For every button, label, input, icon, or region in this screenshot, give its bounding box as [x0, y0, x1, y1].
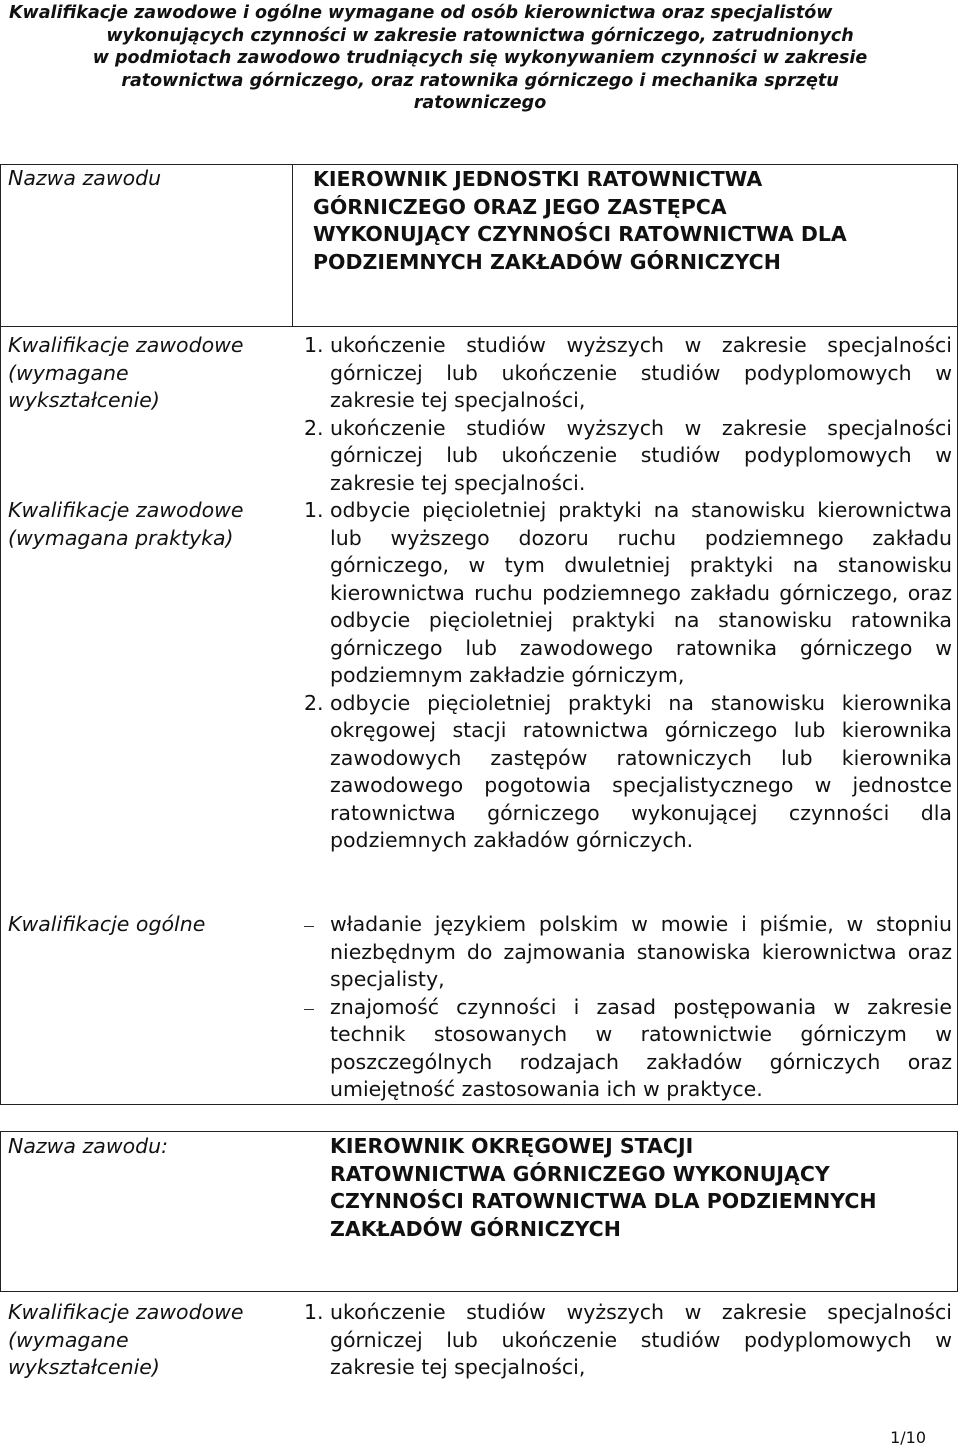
table-right-border	[957, 164, 958, 1104]
heading-line: wykonujących czynności w zakresie ratownictwa górniczego, zatrudnionych	[106, 25, 854, 46]
table-row-divider	[0, 1291, 958, 1292]
item-text: ukończenie studiów wyższych w zakresie specjalności górniczej lub ukończenie studiów podyplomowych w zakresie tej specjalności,	[330, 333, 952, 412]
job-title-line: ZAKŁADÓW GÓRNICZYCH	[330, 1216, 621, 1241]
dash-bullet-icon	[304, 911, 314, 939]
label-line: Kwalifikacje zawodowe	[8, 1300, 244, 1324]
education-list	[304, 332, 952, 497]
practice-label	[8, 497, 244, 552]
table-row-divider	[0, 326, 958, 327]
label-line: wykształcenie)	[8, 388, 160, 412]
table-left-border	[0, 1131, 1, 1291]
job-title-line: KIEROWNIK OKRĘGOWEJ STACJI	[330, 1134, 694, 1158]
dash-bullet-icon	[304, 994, 314, 1022]
page-number: 1/10	[890, 1428, 926, 1447]
label-line: (wymagana praktyka)	[8, 525, 234, 550]
job-title-line: KIEROWNIK JEDNOSTKI RATOWNICTWA	[313, 167, 763, 191]
education-label	[8, 332, 244, 415]
list-item	[304, 911, 952, 994]
job-title-line: WYKONUJĄCY CZYNNOŚCI RATOWNICTWA DLA	[313, 222, 847, 246]
job-title	[313, 166, 847, 276]
item-number: 1.	[304, 333, 324, 357]
item-text: odbycie pięcioletniej praktyki na stanowisku kierownictwa lub wyższego dozoru ruchu podziemnego zakładu górniczego, w tym dwuletniej praktyki na stanowisku kierownictwa ruchu podziemnego zakładu górniczego, oraz odbycie pięcioletniej praktyki na stanowisku ratownika górniczego lub zawodowego ratownika górniczego w podziemnym zakładzie górniczym,	[330, 498, 952, 687]
education-label	[8, 1299, 244, 1382]
item-text: ukończenie studiów wyższych w zakresie specjalności górniczej lub ukończenie studiów podyplomowych w zakresie tej specjalności.	[330, 415, 952, 495]
general-label: Kwalifikacje ogólne	[8, 912, 206, 936]
heading-line: ratowniczego	[413, 93, 547, 113]
document-heading	[0, 2, 960, 115]
label-line: Kwalifikacje zawodowe	[8, 333, 244, 357]
item-number: 2.	[304, 415, 324, 440]
label-line: (wymagane	[8, 360, 129, 385]
item-number: 1.	[304, 1300, 324, 1324]
item-number: 2.	[304, 690, 324, 715]
education-list	[304, 1299, 952, 1382]
job-title-line: RATOWNICTWA GÓRNICZEGO WYKONUJĄCY	[330, 1161, 830, 1186]
table-left-border	[0, 164, 1, 1104]
table-top-border	[0, 1131, 958, 1132]
list-item	[304, 690, 952, 855]
list-item	[304, 1299, 952, 1382]
list-item	[304, 497, 952, 690]
table-column-divider	[292, 164, 293, 326]
list-item	[304, 332, 952, 415]
job-title-line: CZYNNOŚCI RATOWNICTWA DLA PODZIEMNYCH	[330, 1189, 877, 1213]
table-bottom-border	[0, 1104, 958, 1105]
general-list	[304, 911, 952, 1104]
job-name-label: Nazwa zawodu	[8, 166, 162, 190]
item-number: 1.	[304, 498, 324, 522]
item-text: ukończenie studiów wyższych w zakresie specjalności górniczej lub ukończenie studiów podyplomowych w zakresie tej specjalności,	[330, 1300, 952, 1379]
item-text: znajomość czynności i zasad postępowania w zakresie technik stosowanych w ratownictwie górniczym w poszczególnych rodzajach zakładów górniczych oraz umiejętność zastosowania ich w praktyce.	[330, 994, 952, 1101]
heading-line: ratownictwa górniczego, oraz ratownika górniczego i mechanika sprzętu	[121, 70, 839, 91]
job-title-line: PODZIEMNYCH ZAKŁADÓW GÓRNICZYCH	[313, 249, 781, 274]
label-line: Kwalifikacje zawodowe	[8, 498, 244, 522]
list-item	[304, 994, 952, 1104]
item-text: władanie językiem polskim w mowie i piśmie, w stopniu niezbędnym do zajmowania stanowiska kierownictwa oraz specjalisty,	[330, 912, 952, 991]
job-name-label: Nazwa zawodu:	[8, 1134, 169, 1158]
job-title	[330, 1133, 877, 1243]
label-line: wykształcenie)	[8, 1355, 160, 1379]
job-title-line: GÓRNICZEGO ORAZ JEGO ZASTĘPCA	[313, 194, 727, 219]
heading-line: Kwalifikacje zawodowe i ogólne wymagane od osób kierownictwa oraz specjalistów	[9, 3, 833, 23]
list-item	[304, 415, 952, 498]
label-line: (wymagane	[8, 1327, 129, 1352]
item-text: odbycie pięcioletniej praktyki na stanowisku kierownika okręgowej stacji ratownictwa górniczego lub kierownika zawodowych zastępów ratowniczych lub kierownika zawodowego pogotowia specjalistycznego w jednostce ratownictwa górniczego wykonującej czynności dla podziemnych zakładów górniczych.	[330, 690, 952, 852]
heading-line: w podmiotach zawodowo trudniących się wykonywaniem czynności w zakresie	[92, 48, 868, 68]
practice-list	[304, 497, 952, 855]
table-right-border	[957, 1131, 958, 1291]
